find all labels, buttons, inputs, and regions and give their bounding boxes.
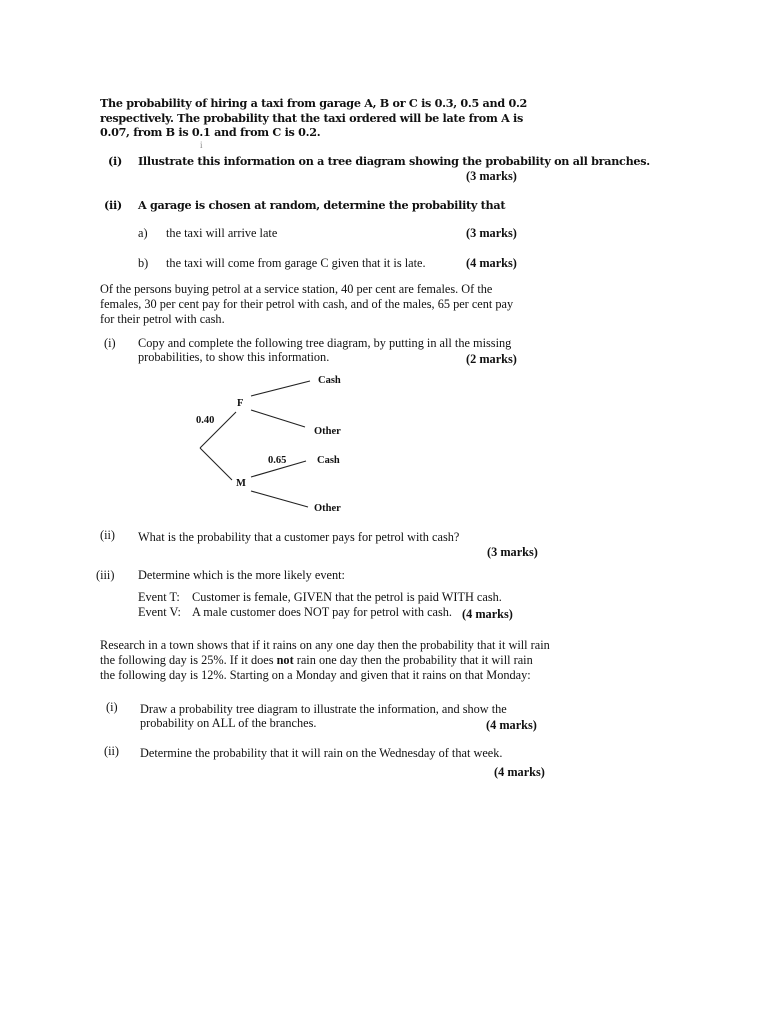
q3-ii-marks: (4 marks) bbox=[494, 765, 545, 779]
q2-ii-text: What is the probability that a customer pays for petrol with cash? bbox=[138, 530, 460, 544]
q1-ii-text: A garage is chosen at random, determine the probability that bbox=[138, 198, 506, 212]
q2-i-number: (i) bbox=[104, 336, 116, 350]
branch-f-other bbox=[251, 410, 305, 427]
q3-i-marks: (4 marks) bbox=[486, 718, 537, 732]
q2-i-text-2: probabilities, to show this information. bbox=[138, 350, 330, 364]
node-f-label: F bbox=[237, 398, 244, 409]
event-v-label: Event V: bbox=[138, 605, 181, 619]
q3-i-text-2: probability on ALL of the branches. bbox=[140, 716, 317, 730]
q1-b-label: b) bbox=[138, 256, 149, 270]
q3-intro-line-1: Research in a town shows that if it rains on any one day then the probability that it will rain bbox=[100, 638, 550, 652]
q1-a-label: a) bbox=[138, 226, 148, 240]
q3-intro-2a: the following day is 25%. If it does bbox=[100, 653, 277, 667]
branch-root-m bbox=[200, 448, 232, 480]
q3-i-number: (i) bbox=[106, 700, 118, 714]
q3-intro-2c: rain one day then the probability that it will rain bbox=[293, 653, 533, 667]
q2-iii-marks: (4 marks) bbox=[462, 607, 513, 621]
q1-b-marks: (4 marks) bbox=[466, 256, 517, 270]
node-m-label: M bbox=[236, 478, 246, 489]
q1-intro: The probability of hiring a taxi from garage A, B or C is 0.3, 0.5 and 0.2 respectively. The probability that the taxi ordered will be late from A is 0.07, from B is 0.1 and from C is 0.2. bbox=[100, 96, 528, 139]
leaf-m-other: Other bbox=[314, 503, 341, 514]
q1-i-marks: (3 marks) bbox=[466, 169, 517, 183]
q2-iii-number: (iii) bbox=[96, 568, 115, 582]
q1-a-text: the taxi will arrive late bbox=[166, 226, 278, 240]
event-t-text: Customer is female, GIVEN that the petrol is paid WITH cash. bbox=[192, 590, 502, 604]
q3-ii-text: Determine the probability that it will rain on the Wednesday of that week. bbox=[140, 746, 503, 760]
leaf-f-cash: Cash bbox=[318, 375, 341, 386]
branch-f-cash bbox=[251, 381, 310, 396]
q3-ii-number: (ii) bbox=[104, 744, 120, 758]
q1-ii-number: (ii) bbox=[104, 198, 122, 212]
q2-i-marks: (2 marks) bbox=[466, 352, 517, 366]
q2-intro: Of the persons buying petrol at a service station, 40 per cent are females. Of the females, 30 per cent pay for their petrol with cash, and of the males, 65 per cent pay for their petrol with cash. bbox=[100, 282, 514, 326]
q1-a-marks: (3 marks) bbox=[466, 226, 517, 240]
q2-i-text-1: Copy and complete the following tree diagram, by putting in all the missing bbox=[138, 336, 512, 350]
q3-intro-line-2 bbox=[100, 653, 533, 668]
scan-mark: i bbox=[200, 140, 203, 150]
q2-ii-number: (ii) bbox=[100, 528, 116, 542]
q3-intro-line-3: the following day is 12%. Starting on a Monday and given that it rains on that Monday: bbox=[100, 668, 531, 682]
branch-m-other bbox=[251, 491, 308, 507]
q1-b-text: the taxi will come from garage C given that it is late. bbox=[166, 256, 426, 270]
q1-i-number: (i) bbox=[108, 154, 122, 168]
prob-f: 0.40 bbox=[196, 415, 215, 426]
q3-intro-not: not bbox=[276, 653, 294, 667]
q1-i-text: Illustrate this information on a tree diagram showing the probability on all branches. bbox=[138, 154, 650, 168]
leaf-f-other: Other bbox=[314, 426, 341, 437]
q2-iii-text: Determine which is the more likely event: bbox=[138, 568, 345, 582]
q3-i-text-1: Draw a probability tree diagram to illustrate the information, and show the bbox=[140, 702, 507, 716]
q2-ii-marks: (3 marks) bbox=[487, 545, 538, 559]
leaf-m-cash: Cash bbox=[317, 455, 340, 466]
event-t-label: Event T: bbox=[138, 590, 180, 604]
prob-m-cash: 0.65 bbox=[268, 455, 287, 466]
event-v-text: A male customer does NOT pay for petrol with cash. bbox=[192, 605, 452, 619]
